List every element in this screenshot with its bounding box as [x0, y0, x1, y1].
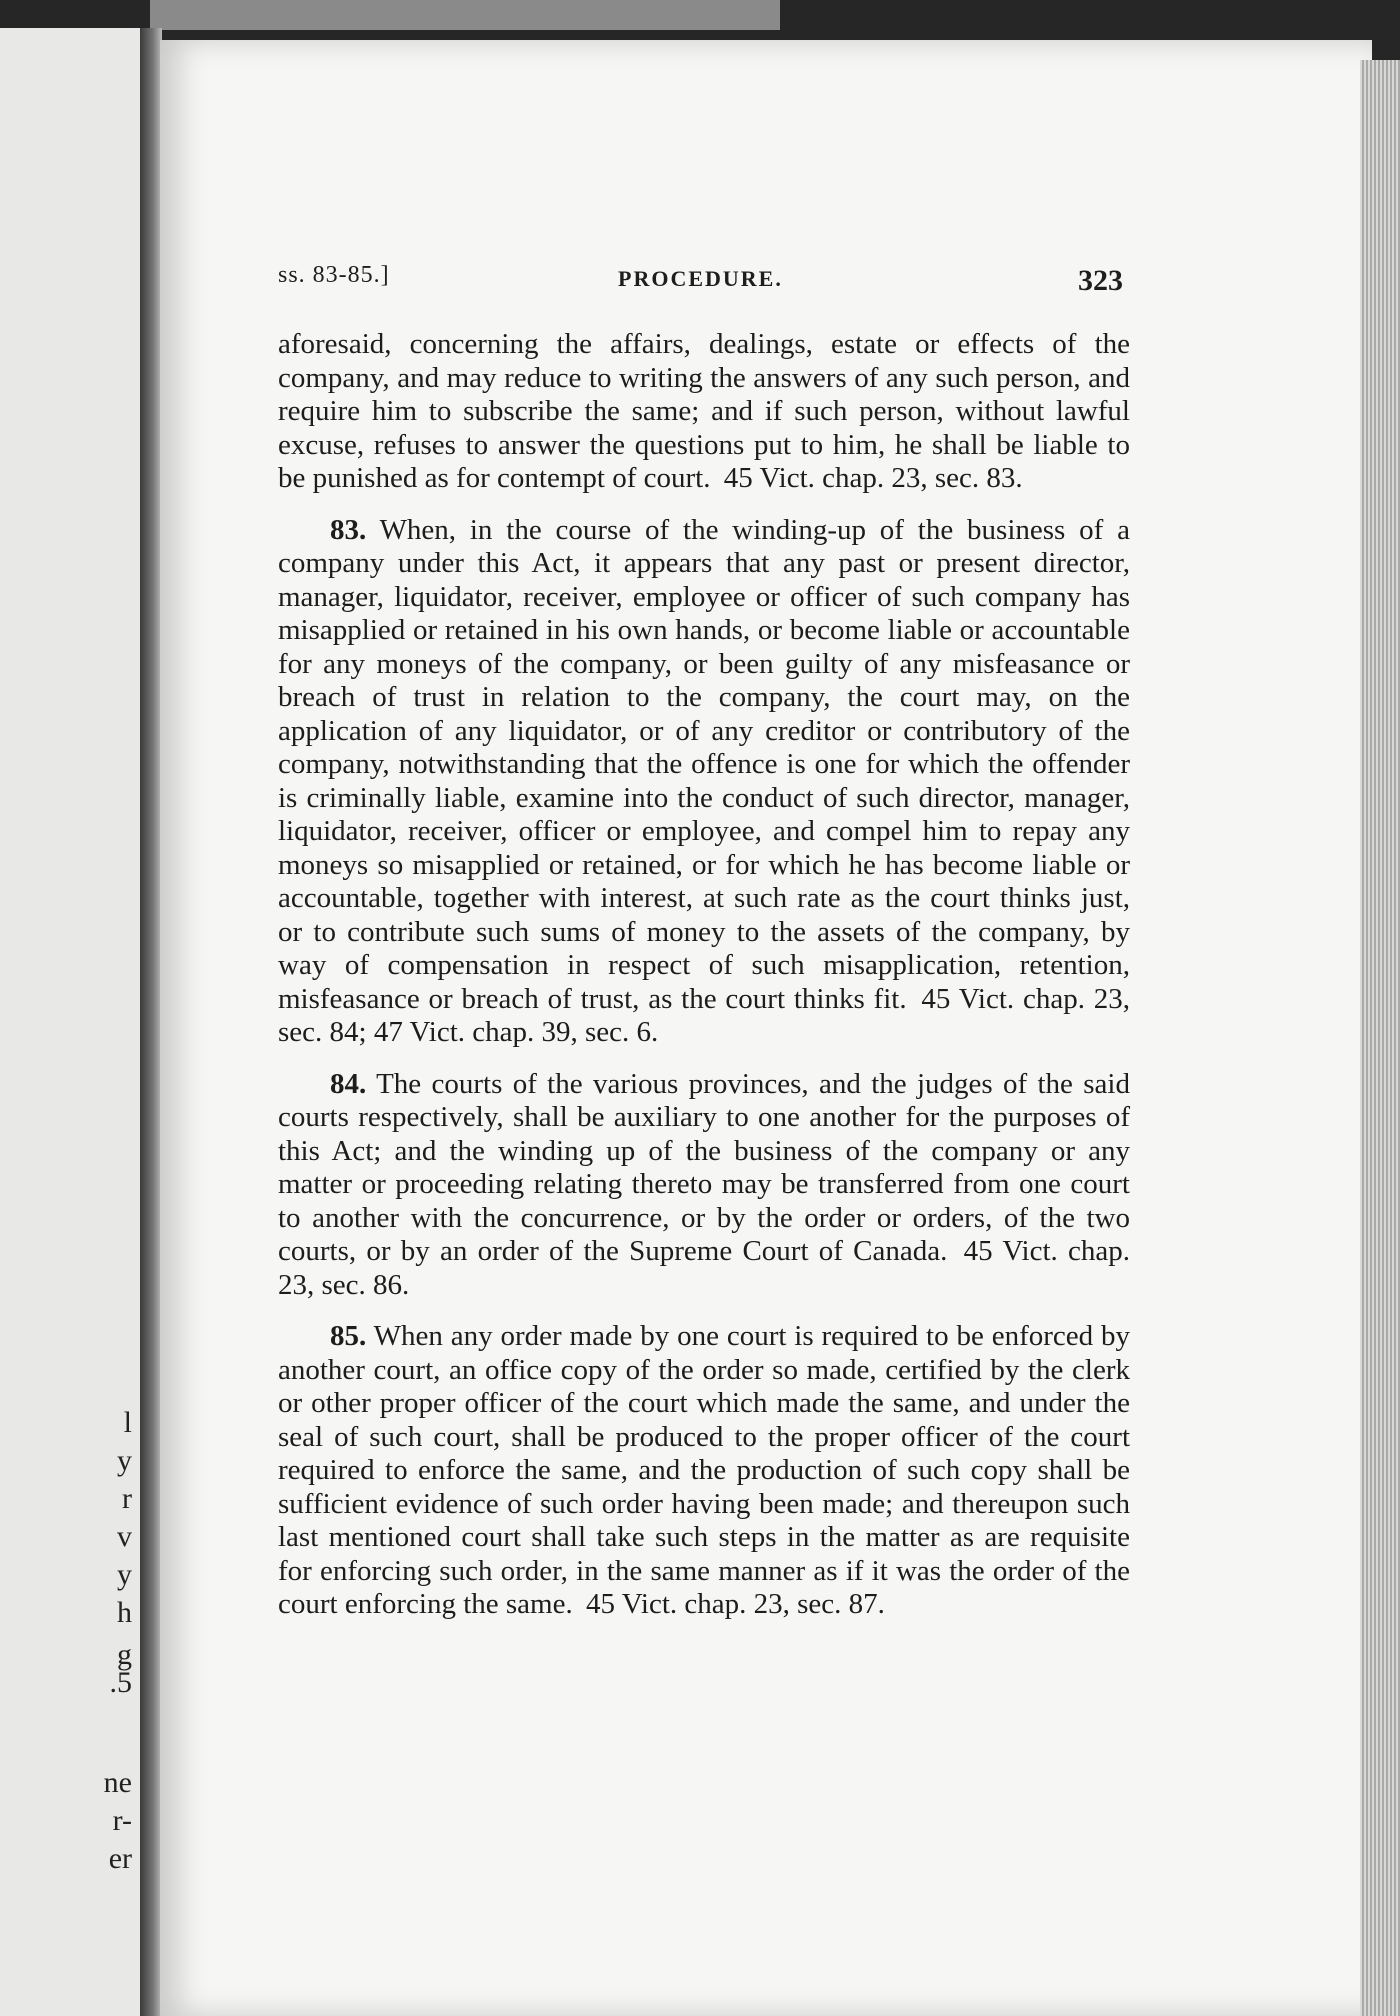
page-number: 323	[1078, 264, 1123, 297]
section-84	[278, 1068, 1130, 1303]
page-stack-edge	[1360, 60, 1400, 2016]
left-page-fragment: y	[117, 1558, 132, 1591]
paragraph-text: When, in the course of the winding-up of the business of a company under this Act, it appears that any past or present director, manager, liquidator, receiver, employee or officer of such company has misapplied or retained in his own hands, or become liable or accountable for any moneys of the company, or been guilty of any misfeasance or breach of trust in relation to the company, the court may, on the application of any liquidator, or of any creditor or contributory of the company, notwithstanding that the offence is one for which the offender is criminally liable, examine into the conduct of such director, manager, liquidator, receiver, officer or employee, and compel him to repay any moneys so misapplied or retained, or for which he has become liable or accountable, together with interest, at such rate as the court thinks just, or to contribute such sums of money to the assets of the company, by way of compensation in respect of such misapplication, retention, misfeasance or breach of trust, as the court thinks fit.	[278, 513, 1130, 1015]
book-gutter	[140, 28, 162, 2016]
left-page-fragment: r	[122, 1482, 132, 1515]
continuation-paragraph	[278, 328, 1130, 496]
left-page-fragment: v	[117, 1520, 132, 1553]
statute-citation: 45 Vict. chap. 23, sec. 83.	[723, 462, 1023, 494]
left-page-fragment: er	[108, 1842, 132, 1875]
left-page-fragment: l	[123, 1406, 132, 1439]
statute-citation: 45 Vict. chap. 23, sec. 84; 47 Vict. chap. 39, sec. 6.	[278, 982, 1131, 1048]
running-head	[160, 248, 1372, 298]
left-page-fragment: r-	[112, 1804, 132, 1837]
paragraph-text: aforesaid, concerning the affairs, dealings, estate or effects of the company, and may reduce to writing the answers of any such person, and require him to subscribe the same; and if such person, without lawful excuse, refuses to answer the questions put to him, he shall be liable to be punished as for contempt of court.	[278, 328, 1130, 494]
chapter-title: PROCEDURE.	[618, 266, 783, 291]
book-page	[160, 40, 1372, 2016]
left-page-edge	[0, 28, 144, 2016]
statute-citation: 45 Vict. chap. 23, sec. 87.	[585, 1588, 885, 1620]
section-number: 85.	[330, 1320, 367, 1352]
left-page-fragment: g	[117, 1638, 132, 1671]
section-range: ss. 83-85.]	[278, 262, 390, 288]
left-page-fragment: y	[117, 1444, 132, 1477]
left-page-fragment: ne	[103, 1766, 132, 1799]
statute-citation: 45 Vict. chap. 23, sec. 86.	[278, 1235, 1131, 1301]
section-85	[278, 1320, 1130, 1622]
paragraph-text: When any order made by one court is required to be enforced by another court, an office copy of the order so made, certified by the clerk or other proper officer of the court which made the same, and under the seal of such court, shall be produced to the proper officer of the court required to enforce the same, and the production of such copy shall be sufficient evidence of such order having been made; and thereupon such last mentioned court shall take such steps in the matter as are requisite for enforcing such order, in the same manner as if it was the order of the court enforcing the same.	[278, 1320, 1130, 1620]
section-number: 84.	[330, 1067, 367, 1100]
section-number: 83.	[330, 513, 367, 546]
left-page-fragment: .5	[109, 1666, 132, 1699]
paragraph-text: The courts of the various provinces, and the judges of the said courts respectively, shall be auxiliary to one another for the purposes of this Act; and the winding up of the business of the company or any matter or proceeding relating thereto may be transferred from one court to another with the concurrence, or by the order or orders, of the two courts, or by an order of the Supreme Court of Canada.	[278, 1067, 1130, 1267]
section-83	[278, 514, 1130, 1050]
scan-top-strip	[150, 0, 780, 30]
page-body	[278, 328, 1130, 1622]
left-page-fragment: h	[117, 1596, 132, 1629]
